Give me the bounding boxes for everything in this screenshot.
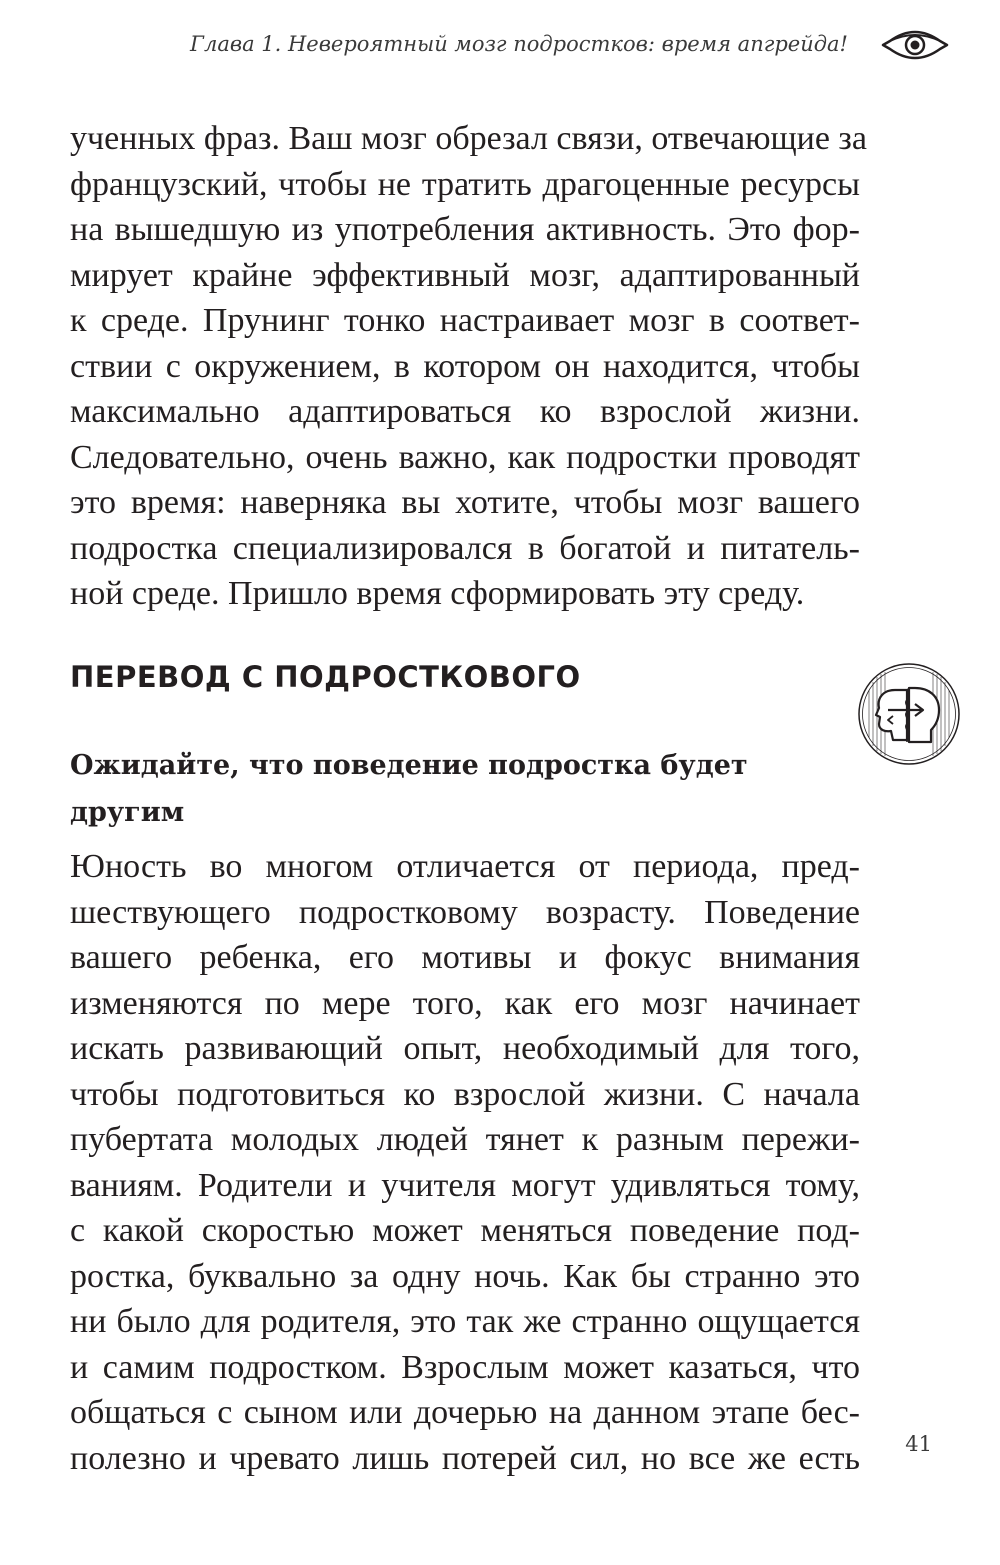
translate-heads-icon	[855, 660, 963, 768]
page-number: 41	[905, 1432, 932, 1456]
text-line: пубертата молодых людей тянет к разным пережи-	[70, 1121, 860, 1158]
text-line: максимально адаптироваться ко взрослой жизни.	[70, 393, 860, 430]
text-line: ваниям. Родители и учителя могут удивляться тому,	[70, 1166, 860, 1204]
text-line: изменяются по мере того, как его мозг начинает	[70, 984, 860, 1022]
text-line: подростка специализировался в богатой и питатель-	[70, 529, 860, 567]
text-line: ростка, буквально за одну ночь. Как бы странно это	[70, 1257, 860, 1295]
paragraph-1	[70, 116, 867, 617]
text-line: вашего ребенка, его мотивы и фокус внимания	[70, 939, 860, 976]
subheading-line: другим	[70, 797, 185, 828]
text-line: к среде. Прунинг тонко настраивает мозг в соответ-	[70, 302, 860, 339]
text-line: французский, чтобы не тратить драгоценные ресурсы	[70, 165, 860, 203]
text-line: ученных фраз. Ваш мозг обрезал связи, отвечающие за	[70, 120, 867, 157]
text-line: ной среде. Пришло время сформировать эту среду.	[70, 575, 805, 612]
text-line: мирует крайне эффективный мозг, адаптированный	[70, 256, 860, 294]
running-head: Глава 1. Невероятный мозг подростков: время апгрейда!	[190, 32, 848, 56]
subheading	[70, 742, 830, 836]
text-line: на вышедшую из употребления активность. Это фор-	[70, 211, 860, 248]
section-heading: ПЕРЕВОД С ПОДРОСТКОВОГО	[70, 660, 581, 694]
text-line: искать развивающий опыт, необходимый для того,	[70, 1030, 860, 1067]
eye-icon	[880, 24, 950, 64]
text-line: Следовательно, очень важно, как подростки проводят	[70, 438, 860, 476]
subheading-line: Ожидайте, что поведение подростка будет	[70, 750, 748, 781]
text-line: полезно и чревато лишь потерей сил, но все же есть	[70, 1439, 860, 1477]
text-line: шествующего подростковому возрасту. Поведение	[70, 893, 860, 931]
text-line: это время: наверняка вы хотите, чтобы мозг вашего	[70, 484, 860, 521]
text-line: общаться с сыном или дочерью на данном этапе бес-	[70, 1394, 860, 1431]
text-line: Юность во многом отличается от периода, пред-	[70, 848, 860, 885]
paragraph-2	[70, 844, 860, 1481]
text-line: ствии с окружением, в котором он находится, чтобы	[70, 347, 860, 385]
text-line: с какой скоростью может меняться поведение под-	[70, 1212, 860, 1249]
text-line: чтобы подготовиться ко взрослой жизни. С начала	[70, 1075, 860, 1113]
text-line: ни было для родителя, это так же странно ощущается	[70, 1303, 860, 1340]
text-line: и самим подростком. Взрослым может казаться, что	[70, 1348, 860, 1386]
